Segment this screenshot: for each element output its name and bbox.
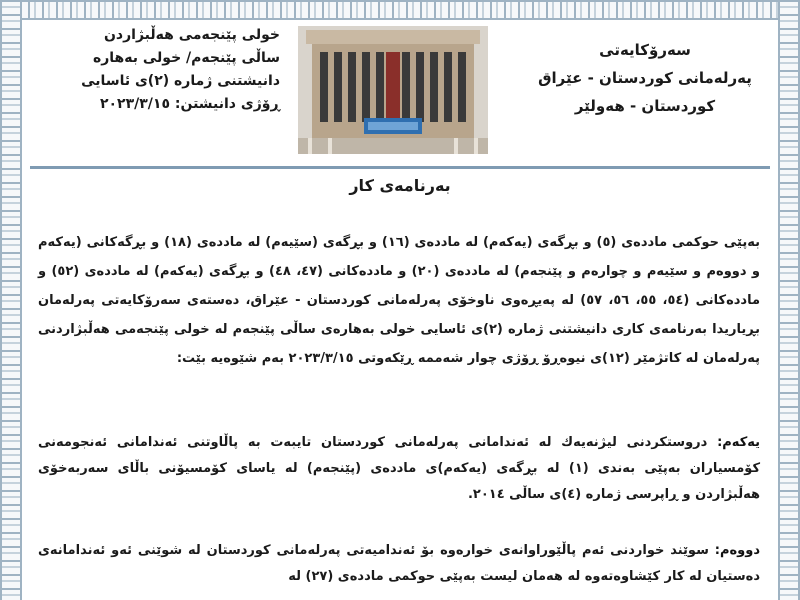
agenda-item-1-text: دروستکردنی لیژنەیەك لە ئەندامانی پەرلەمانی کوردستان تایبەت بە پاڵاوتنی ئەندامانی ئەنجومەنی کۆمسیاران بەپێی بەندی (١) لە بڕگەی (یەکەم)ی ماددەی (پێنجەم) لە یاسای کۆمسیۆنی باڵای سەربەخۆی هەڵبژاردن و ڕاپرسی ژمارە (٤)ی ساڵی ٢٠١٤. (38, 435, 760, 502)
intro-paragraph: بەپێی حوکمی ماددەی (٥) و بڕگەی (یەکەم) لە ماددەی (١٦) و بڕگەی (سێیەم) لە ماددەی (١٨) و بڕگەکانی (یەکەم و دووەم و سێیەم و چوارەم و پێنجەم) لە ماددەی (٢٠) و ماددەکانی (٤٧، ٤٨) و بڕگەی (یەکەم) لە ماددەی (٥٢) و ماددەکانی (٥٤، ٥٥، ٥٦، ٥٧) لە پەیڕەوی ناوخۆی پەرلەمانی کوردستان - عێراق، دەستەی سەرۆکایەتی پەرلەمان بڕیاریدا بەرنامەی کاری دانیشتنی ژمارە (٢)ی ئاسایی خولی بەهارەی ساڵی پێنجەم لە خولی پێنجەمی هەڵبژاردنی پەرلەمان لە کاتژمێر (١٢)ی نیوەڕۆ ڕۆژی چوار شەممە ڕێکەوتی ٢٠٢٣/٣/١٥ بەم شێوەیە بێت: (38, 235, 761, 366)
session-line-year: ساڵی پێنجەم/ خولی بەهارە (92, 50, 280, 66)
session-line-number: دانیشتنی ژمارە (٢)ی ئاسایی (81, 73, 280, 89)
session-line-date: ڕۆژی دانیشتن: ٢٠٢٣/٣/١٥ (99, 96, 280, 112)
parliament-building-icon (298, 26, 488, 154)
decorative-border-right (778, 0, 800, 600)
agenda-item-1-label: یەکەم: (717, 435, 761, 450)
session-info (30, 24, 280, 116)
agenda-item-2 (38, 538, 760, 590)
agenda-item-2-label: دووەم: (714, 543, 761, 558)
institution-line-presidency: سەرۆکایەتی (599, 41, 691, 59)
institution-name (530, 36, 760, 120)
decorative-border-top (0, 0, 800, 20)
agenda-item-1 (38, 430, 760, 508)
agenda-item-2-text: سوێند خواردنی ئەم پاڵێوراوانەی خوارەوە بۆ ئەندامیەتی پەرلەمانی کوردستان لە شوێنی ئەو ئەندامانەی دەستیان لە کار کێشاوەتەوە لە هەمان لیست بەپێی حوکمی ماددەی (٢٧) لە (38, 543, 760, 584)
letterhead (30, 22, 770, 162)
page-title: بەرنامەی کار (349, 176, 451, 195)
decorative-border-left (0, 0, 22, 600)
institution-line-city: کوردستان - هەولێر (574, 97, 716, 115)
header-divider (30, 166, 770, 169)
session-line-term: خولی پێنجەمی هەڵبژاردن (103, 27, 280, 43)
institution-line-parliament: پەرلەمانی کوردستان - عێراق (538, 69, 752, 87)
